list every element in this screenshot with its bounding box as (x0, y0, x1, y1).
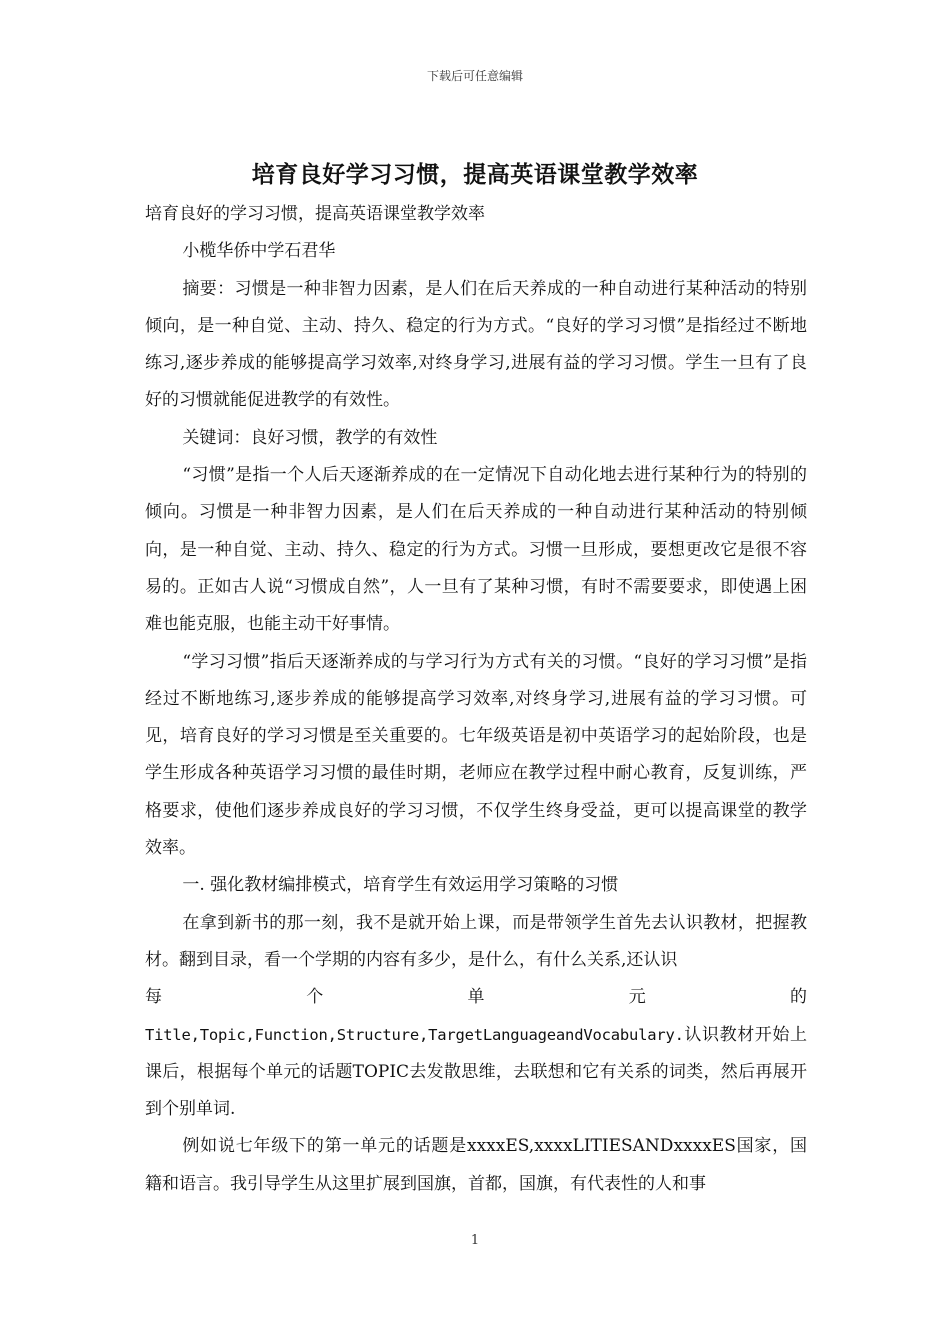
abstract-paragraph: 摘要：习惯是一种非智力因素，是人们在后天养成的一种自动进行某种活动的特别倾向，是一种自觉、主动、持久、稳定的行为方式。“良好的学习习惯”是指经过不断地练习,逐步养成的能够提高学习效率,对终身学习,进展有益的学习习惯。学生一旦有了良好的习惯就能促进教学的有效性。 (145, 278, 807, 411)
paragraph-3b-chinese: 认识教材开始上课后，根据每个单元的话题TOPIC去发散思维，去联想和它有关系的词类，然后再展开到个别单词. (145, 1024, 807, 1120)
paragraph-1: “习惯”是指一个人后天逐渐养成的在一定情况下自动化地去进行某种行为的特别的倾向。习惯是一种非智力因素，是人们在后天养成的一种自动进行某种活动的特别倾向，是一种自觉、主动、持久、稳定的行为方式。习惯一旦形成，要想更改它是很不容易的。正如古人说“习惯成自然”，人一旦有了某种习惯，有时不需要要求，即使遇上困难也能克服，也能主动干好事情。 (145, 465, 807, 635)
paragraph-3b-english: Title,Topic,Function,Structure,TargetLanguageandVocabulary. (145, 1025, 684, 1044)
paragraph-3b (145, 1017, 807, 1129)
author-line: 小榄华侨中学石君华 (182, 241, 336, 262)
keywords-line: 关键词：良好习惯，教学的有效性 (182, 427, 438, 448)
subtitle: 培育良好的学习习惯，提高英语课堂教学效率 (145, 204, 485, 224)
page-number: 1 (470, 1233, 480, 1248)
spread-char: 个 (306, 987, 324, 1008)
paragraph-3-spread-line (145, 979, 807, 1016)
document-body (145, 196, 807, 1203)
spread-char: 的 (790, 987, 807, 1008)
spread-char: 单 (467, 987, 485, 1008)
paragraph-4: 例如说七年级下的第一单元的话题是xxxxES,xxxxLITIESANDxxxxES国家，国籍和语言。我引导学生从这里扩展到国旗，首都，国旗，有代表性的人和事 (145, 1136, 807, 1194)
section-heading-1: 一. 强化教材编排模式，培育学生有效运用学习策略的习惯 (182, 875, 619, 896)
paragraph-2: “学习习惯”指后天逐渐养成的与学习行为方式有关的习惯。“良好的学习习惯”是指经过不断地练习,逐步养成的能够提高学习效率,对终身学习,进展有益的学习习惯。可见，培育良好的学习习惯是至关重要的。七年级英语是初中英语学习的起始阶段，也是学生形成各种英语学习习惯的最佳时期，老师应在教学过程中耐心教育，反复训练，严格要求，使他们逐步养成良好的学习习惯，不仅学生终身受益，更可以提高课堂的教学效率。 (145, 651, 807, 859)
spread-char: 元 (628, 987, 646, 1008)
page-header: 下载后可任意编辑 (426, 69, 523, 83)
paragraph-3a: 在拿到新书的那一刻，我不是就开始上课，而是带领学生首先去认识教材，把握教材。翻到目录，看一个学期的内容有多少，是什么，有什么关系,还认识 (145, 912, 807, 970)
spread-char: 每 (145, 987, 162, 1008)
document-title: 培育良好学习习惯，提高英语课堂教学效率 (251, 161, 699, 188)
